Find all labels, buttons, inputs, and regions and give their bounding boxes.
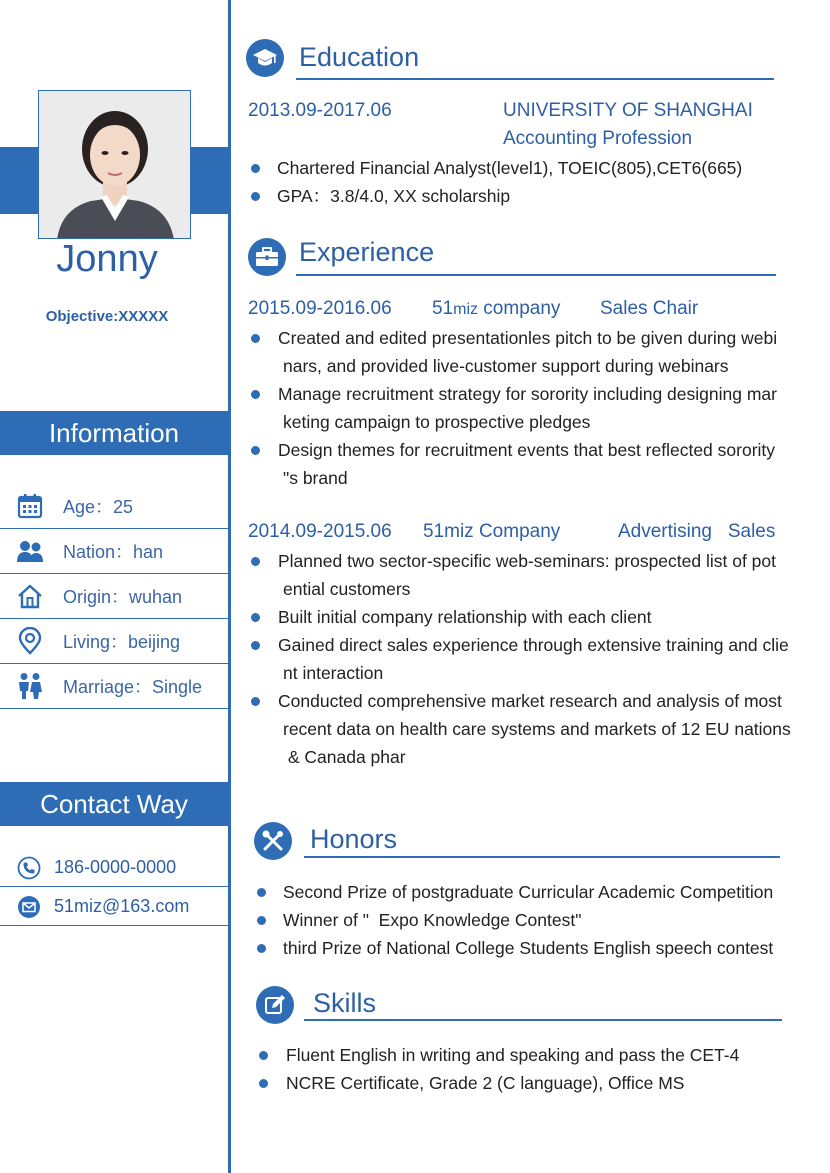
job2-line: Conducted comprehensive market research and analysis of most [278,691,782,711]
info-living [0,619,228,664]
honors-bullet: Winner of " Expo Knowledge Contest" [283,910,582,930]
job2-role: Advertising Sales [618,521,776,542]
job2-line: nt interaction [283,663,384,683]
home-icon [16,582,44,610]
honors-bullet: third Prize of National College Students English speech contest [283,938,774,958]
skills-bullet: NCRE Certificate, Grade 2 (C language), Office MS [286,1073,685,1093]
job1-company-part: company [478,298,561,319]
contact-phone-text[interactable]: 186-0000-0000 [54,857,177,877]
job1-date: 2015.09-2016.06 [248,298,392,319]
bullet-dot [251,390,260,399]
job1-role: Sales Chair [600,298,699,319]
info-origin [0,574,228,619]
bullet-dot [251,557,260,566]
column-divider [228,0,231,1173]
bullet-dot [251,641,260,650]
profile-objective: Objective:XXXXX [45,308,169,325]
job2-line: & Canada phar [283,747,406,767]
profile-photo [38,90,191,239]
bullet-dot [251,697,260,706]
job2-line: Gained direct sales experience through extensive training and clie [278,635,789,655]
mail-icon [17,895,41,919]
job1-company [432,298,560,320]
job1-line: nars, and provided live-customer support during webinars [283,356,729,376]
contact-email[interactable] [0,888,228,926]
job2-line: Built initial company relationship with each client [278,607,652,627]
education-major: Accounting Profession [503,128,693,149]
bullet-dot [251,613,260,622]
job2-line: ential customers [283,579,411,599]
bullet-dot [251,446,260,455]
job2-company: 51miz Company [423,521,561,542]
bullet-dot [251,192,260,201]
education-bullet: GPA：3.8/4.0, XX scholarship [277,186,511,206]
job1-line: keting campaign to prospective pledges [283,412,591,432]
experience-rule [296,274,776,276]
job1-line: Manage recruitment strategy for sorority including designing mar [278,384,777,404]
info-nation [0,529,228,574]
info-nation-text: Nation：han [63,542,164,562]
education-date: 2013.09-2017.06 [248,100,392,121]
info-origin-text: Origin：wuhan [63,587,183,607]
people-icon [16,537,44,565]
info-age [0,484,228,529]
contact-phone[interactable] [0,849,228,887]
bullet-dot [259,1079,268,1088]
skills-bullet: Fluent English in writing and speaking and pass the CET-4 [286,1045,740,1065]
experience-title: Experience [299,237,435,267]
job2-line: Planned two sector-specific web-seminars: prospected list of pot [278,551,777,571]
job1-line: "s brand [283,468,348,488]
edit-icon [256,986,294,1024]
job1-line: Created and edited presentationles pitch to be given during webi [278,328,778,348]
skills-rule [304,1019,782,1021]
job1-company-part: 51 [432,298,454,319]
job2-line: recent data on health care systems and markets of 12 EU nations [283,719,791,739]
education-school: UNIVERSITY OF SHANGHAI [503,100,753,121]
bullet-dot [251,334,260,343]
info-marriage [0,664,228,709]
profile-name: Jonny [56,238,158,280]
calendar-icon [16,492,44,520]
job1-company-part: miz [453,301,479,318]
info-marriage-text: Marriage：Single [63,677,203,697]
bullet-dot [257,916,266,925]
bullet-dot [257,944,266,953]
education-rule [296,78,774,80]
education-title: Education [299,42,420,72]
job2-date: 2014.09-2015.06 [248,521,392,542]
education-bullet: Chartered Financial Analyst(level1), TOEIC(805),CET6(665) [277,158,743,178]
job1-line: Design themes for recruitment events that best reflected sorority [278,440,776,460]
location-pin-icon [16,627,44,655]
couple-icon [16,672,44,700]
honors-title: Honors [310,824,398,854]
bullet-dot [259,1051,268,1060]
honors-bullet: Second Prize of postgraduate Curricular Academic Competition [283,882,774,902]
bullet-dot [251,164,260,173]
information-header: Information [0,411,228,455]
graduation-cap-icon [246,39,284,77]
skills-title: Skills [313,988,377,1018]
bullet-dot [257,888,266,897]
info-age-text: Age：25 [63,497,134,517]
phone-icon [17,856,41,880]
contact-email-text[interactable]: 51miz@163.com [54,896,190,916]
briefcase-icon [248,238,286,276]
tools-icon [254,822,292,860]
contact-header: Contact Way [0,782,228,826]
honors-rule [304,856,780,858]
info-living-text: Living：beijing [63,632,181,652]
